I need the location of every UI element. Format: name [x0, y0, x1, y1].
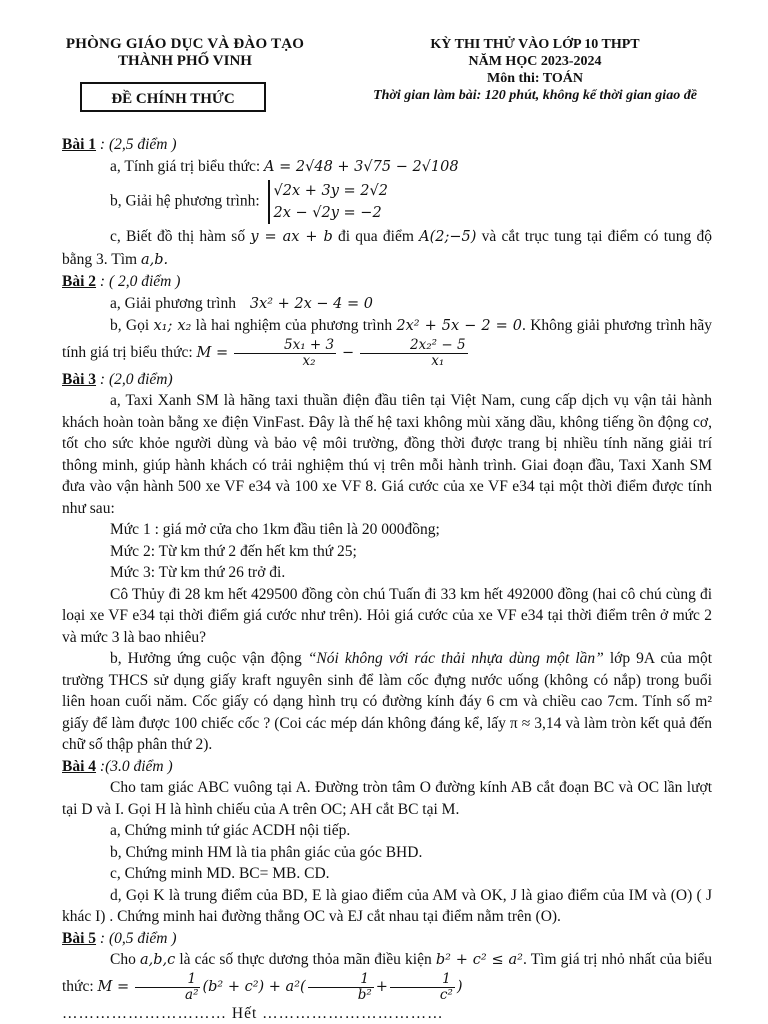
bai4-title: Bài 4	[62, 757, 97, 775]
system-eq2: 2x − √2y = −2	[273, 205, 382, 221]
header-right	[330, 36, 740, 104]
bai2-b-text1: b, Gọi	[110, 317, 150, 334]
bai5-m-label: M =	[97, 978, 130, 995]
bai1-part-c	[62, 226, 712, 271]
price-level-2: Mức 2: Từ km thứ 2 đến hết km thứ 25;	[110, 542, 357, 560]
bai2-a-expression: 3x² + 2x − 4 = 0	[249, 295, 373, 312]
city-name: THÀNH PHỐ VINH	[118, 53, 252, 69]
bai5-fraction-2: $\frac{1}{\text{b²}}$	[308, 972, 374, 1003]
exam-content	[62, 134, 712, 1024]
bai1-title: Bài 1	[62, 136, 97, 153]
system-eq1: √2x + 3y = 2√2	[273, 183, 388, 199]
bai5-text2: là các số thực dương thỏa mãn điều kiện	[179, 951, 432, 968]
bai1-c-text2: đi qua điểm	[338, 228, 414, 245]
end-marker: ………………………… Hết ……………………………	[62, 1004, 444, 1022]
bai2-a-text: a, Giải phương trình	[110, 294, 236, 312]
minus-sign: −	[342, 344, 355, 361]
bai3-part-a: a, Taxi Xanh SM là hãng taxi thuần điện đầu tiên tại Việt Nam, cung cấp dịch vụ vận tải hành khách hoàn toàn bằng xe điện VinFast. Đây là thế hệ taxi không mùi xăng dầu, không tiếng ồn động cơ, tốt cho sức khỏe người dùng và bảo vệ môi trường, đồng thời được trang bị nhiều tính năng giải trí thông minh, giúp hành khách có trải nghiệm thú vị trên mỗi hành trình. Giai đoạn đầu, Taxi Xanh SM đưa vào vận hành 500 xe VF e34 và 100 xe VF 8. Giá cước của xe VF e34 tại một thời điểm được tính như sau:	[62, 392, 712, 517]
bai1-points: : (2,5 điểm )	[99, 136, 177, 153]
time-note: Thời gian làm bài: 120 phút, không kể thời gian giao đề	[373, 88, 697, 103]
bai5-fraction-1: $\frac{1}{\text{a²}}$	[135, 972, 200, 1003]
bai4-intro: Cho tam giác ABC vuông tại A. Đường tròn tâm O đường kính AB cắt đoạn BC và OC lần lượt tại D và I. Gọi H là hình chiếu của A trên OC; AH cắt BC tại M.	[62, 779, 712, 818]
bai5-heading	[62, 928, 712, 950]
bai1-c-expr1: y = ax + b	[250, 229, 333, 245]
bai3-part-b	[62, 648, 712, 756]
close-paren: )	[456, 978, 463, 995]
bai5-text3: . Tìm giá trị nhỏ nhất của biểu thức:	[62, 951, 713, 995]
bai4-points: :(3.0 điểm )	[99, 757, 173, 775]
bai2-heading	[62, 271, 712, 293]
fraction-1: $\frac{\text{5x₁ + 3}}{\text{x₂}}$	[234, 338, 336, 369]
bai5-text1: Cho	[110, 951, 136, 968]
price-level-3: Mức 3: Từ km thứ 26 trở đi.	[110, 564, 286, 581]
bai2-b-expr2: 2x² + 5x − 2 = 0	[396, 318, 523, 334]
bai2-b-text3: . Không giải phương trình hãy tính giá trị biểu thức:	[62, 317, 713, 361]
bai5-expr1: a,b,c	[139, 952, 176, 968]
bai3-points: : (2,0 điểm)	[99, 370, 173, 388]
department-name: PHÒNG GIÁO DỤC VÀ ĐÀO TẠO	[65, 36, 305, 52]
bai3-title: Bài 3	[62, 370, 97, 388]
bai4-part-b: b, Chứng minh HM là tia phân giác của góc BHD.	[110, 843, 423, 861]
bai4-part-a: a, Chứng minh tứ giác ACDH nội tiếp.	[110, 822, 351, 839]
bai4-part-d: d, Gọi K là trung điểm của BD, E là giao điểm của AM và OK, J là giao điểm của IM và (O) ( J khác I) . Chứng minh hai đường thẳng OC và EJ cắt nhau tại điểm nằm trên (O).	[62, 886, 712, 925]
bai5-expr2: b² + c² ≤ a²	[435, 952, 523, 968]
bai4-heading	[62, 756, 712, 778]
bai5-mid-expr: (b² + c²) + a²(	[202, 978, 306, 995]
equation-system	[268, 180, 389, 224]
bai3-b-text2: lớp 9A của một trường THCS sử dụng giấy kraft nguyên sinh để làm cốc đựng nước uống (không có nắp) trong buổi liên hoan cuối năm. Cốc giấy có dạng hình trụ có đường kính đáy 6 cm và chiều cao 7cm. Tính số m² giấy để làm được 100 chiếc cốc ? (Coi các mép dán không đáng kể, lấy π ≈ 3,14 và làm tròn kết quả đến chữ số thập phân thứ 2).	[62, 650, 712, 753]
bai5-title: Bài 5	[62, 929, 97, 947]
bai5-fraction-3: $\frac{1}{\text{c²}}$	[390, 972, 455, 1003]
bai1-c-text1: c, Biết đồ thị hàm số	[110, 228, 246, 245]
bai1-heading	[62, 134, 712, 156]
bai1-b-text: b, Giải hệ phương trình:	[110, 192, 260, 210]
subject: Môn thi: TOÁN	[487, 71, 583, 86]
bai4-part-c: c, Chứng minh MD. BC= MB. CD.	[110, 865, 330, 882]
exam-title: KỲ THI THỬ VÀO LỚP 10 THPT	[430, 37, 640, 52]
bai2-points: : ( 2,0 điểm )	[99, 273, 181, 290]
campaign-quote: “Nói không với rác thải nhựa dùng một lần”	[307, 650, 604, 667]
bai1-c-text3: và cắt trục tung tại điểm có tung độ bằng 3. Tìm	[62, 228, 713, 268]
bai2-part-a	[62, 293, 712, 316]
bai1-part-a	[62, 156, 712, 179]
bai5-problem	[62, 949, 712, 1003]
bai2-part-b	[62, 315, 712, 369]
school-year: NĂM HỌC 2023-2024	[468, 54, 602, 69]
bai2-m-label: M =	[196, 344, 229, 361]
bai1-part-b	[62, 180, 712, 224]
bai1-a-text: a, Tính giá trị biểu thức:	[110, 157, 261, 175]
bai5-points: : (0,5 điểm )	[99, 929, 177, 947]
bai3-b-text1: b, Hưởng ứng cuộc vận động	[110, 650, 302, 667]
fraction-2: $\frac{\text{2x₂² − 5}}{\text{x₁}}$	[360, 338, 468, 369]
bai2-b-expr1: x₁; x₂	[153, 318, 192, 334]
plus-sign: +	[375, 978, 388, 995]
bai1-a-expression: A = 2√48 + 3√75 − 2√108	[264, 158, 459, 175]
bai1-c-expr3: a,b.	[140, 251, 169, 268]
bai3-heading	[62, 369, 712, 391]
bai2-b-text2: là hai nghiệm của phương trình	[195, 317, 393, 334]
bai2-title: Bài 2	[62, 273, 97, 290]
official-stamp-box: ĐỀ CHÍNH THỨC	[80, 82, 266, 112]
bai1-c-expr2: A(2;−5)	[419, 229, 477, 245]
header-left	[40, 36, 330, 70]
bai3-a-question: Cô Thủy đi 28 km hết 429500 đồng còn chú Tuấn đi 33 km hết 492000 đồng (hai cô chú cùng đi loại xe VF e34 tại thời điểm giá cước như trên). Hỏi giá cước của xe VF e34 tại thời điểm trên ở mức 2 và mức 3 là bao nhiêu?	[62, 585, 712, 646]
price-level-1: Mức 1 : giá mở cửa cho 1km đầu tiên là 20 000đồng;	[110, 521, 440, 538]
